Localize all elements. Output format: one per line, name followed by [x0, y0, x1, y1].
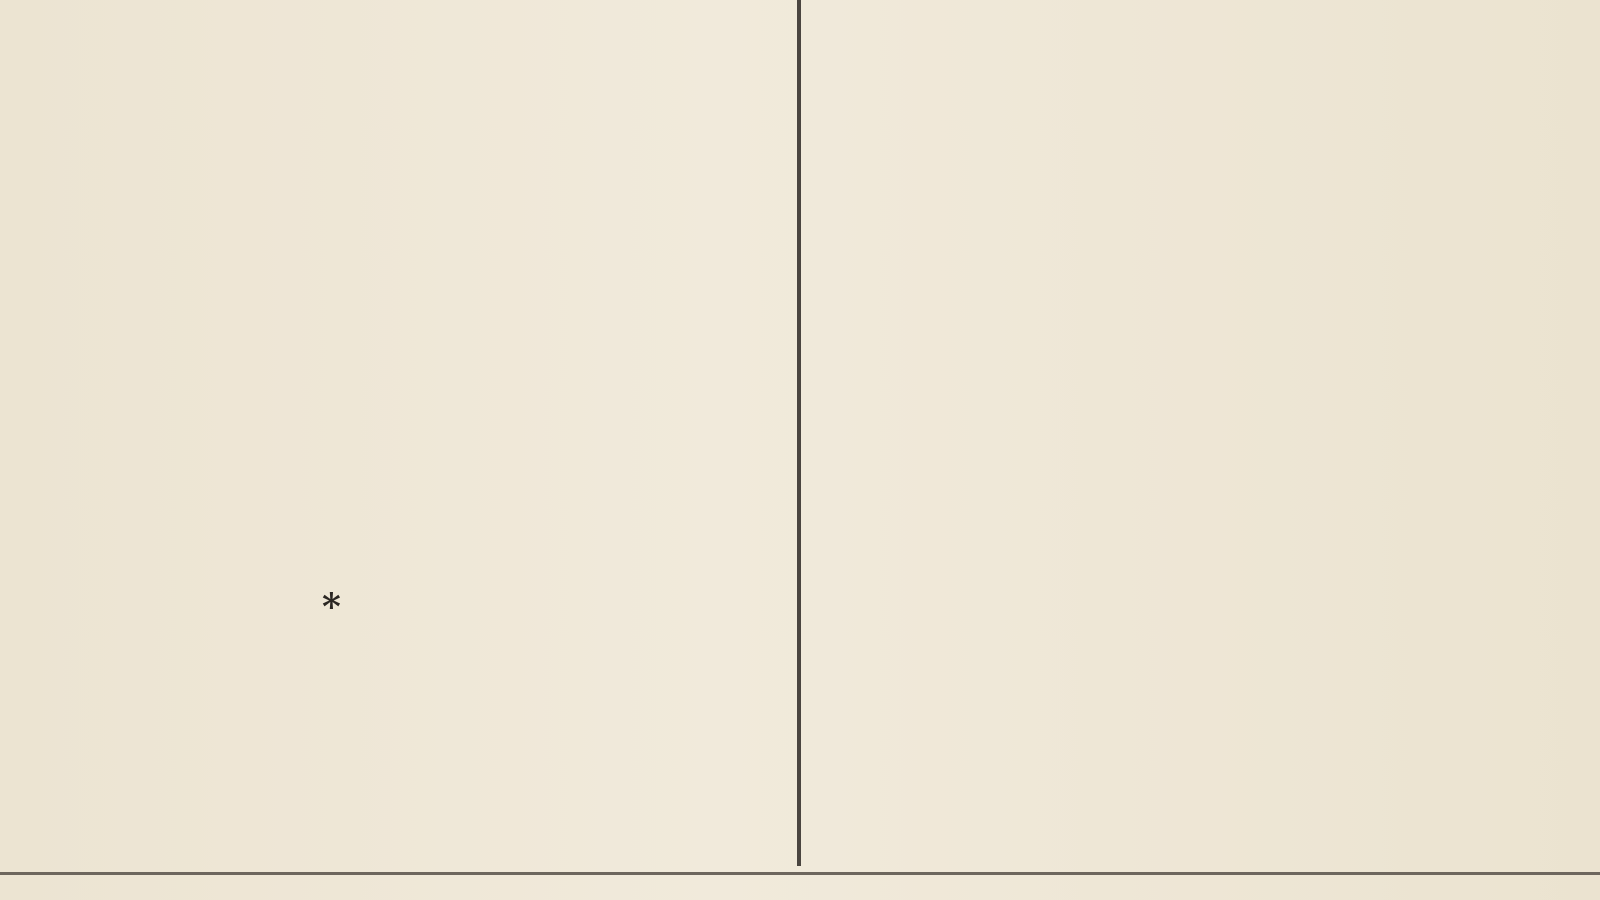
column-divider [797, 0, 801, 866]
bottom-rule [0, 872, 1600, 875]
section-separator: * [322, 586, 341, 628]
